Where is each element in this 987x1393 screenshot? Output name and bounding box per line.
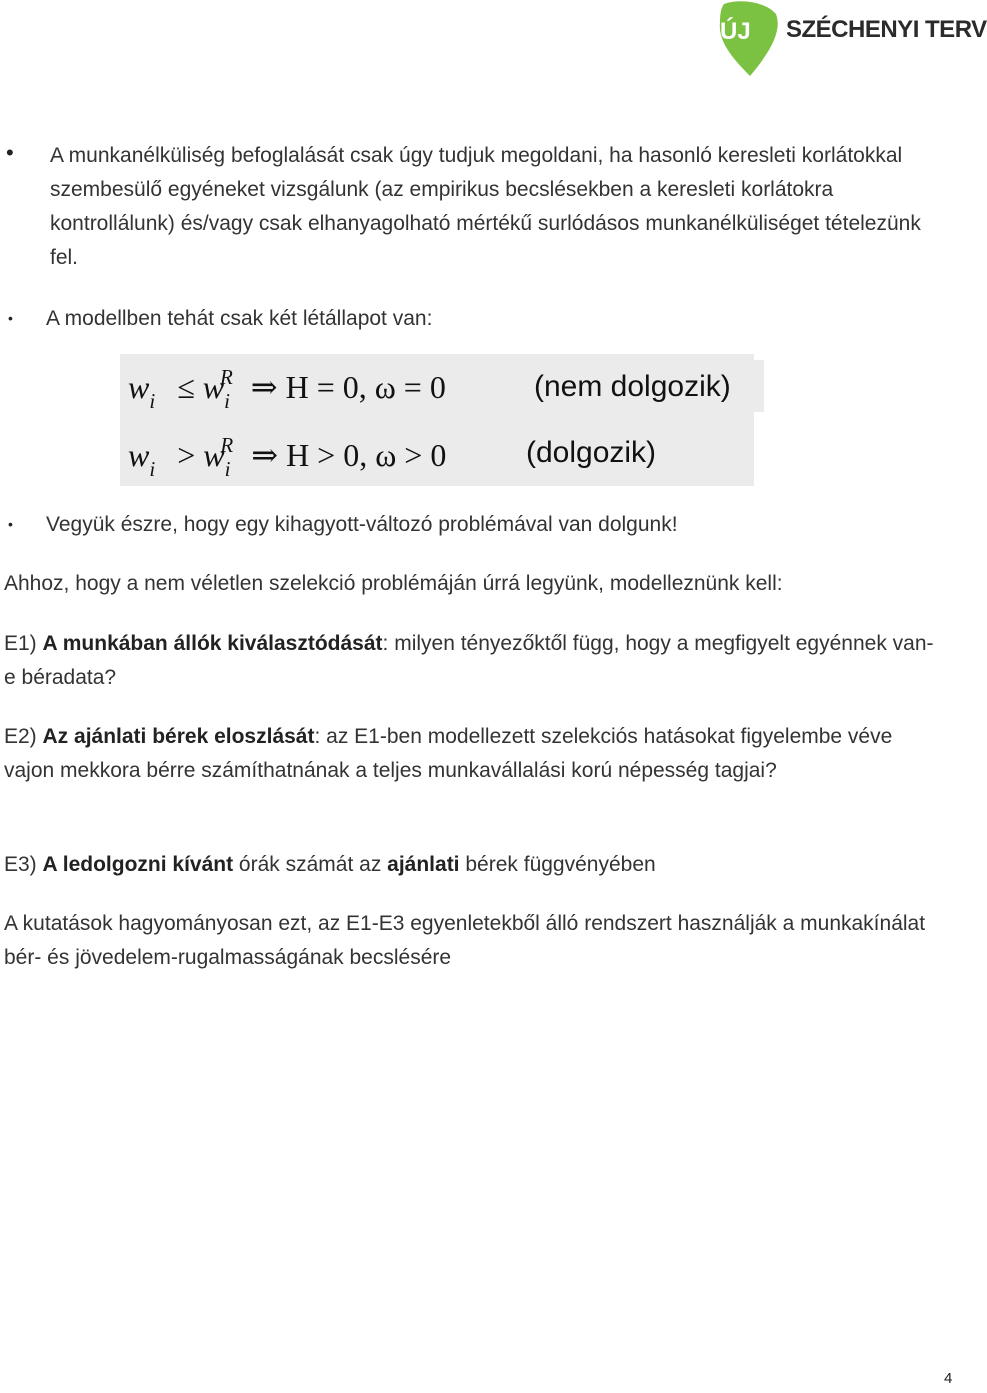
bullet-text-3: Vegyük észre, hogy egy kihagyott-változó problémával van dolgunk! [46, 513, 678, 536]
formula-row-1: $w_i \le w_i^R$ ⇒ H = 0, ω = 0 [128, 365, 446, 413]
formula-label-2: (dolgozik) [526, 436, 657, 469]
bullet-marker: • [8, 310, 13, 326]
page-number: 4 [944, 1370, 953, 1387]
bullet-marker: • [6, 140, 14, 165]
formula-label-1: (nem dolgozik) [534, 370, 731, 403]
equation-e2: E2) Az ajánlati bérek eloszlását: az E1-ben modellezett szelekciós hatásokat figyelembe véve vajon mekkora bérre számíthatnának a teljes munkavállalási korú népesség tagjai? [4, 725, 893, 782]
formula-box [120, 354, 754, 486]
logo-name-text: SZÉCHENYI TERV [786, 16, 987, 43]
szechenyi-terv-logo [712, 0, 987, 80]
equation-e3: E3) A ledolgozni kívánt órák számát az ajánlati bérek függvényében [4, 853, 656, 876]
closing-paragraph: A kutatások hagyományosan ezt, az E1-E3 egyenletekből álló rendszert használják a munkakínálat bér- és jövedelem-rugalmasságának becslésére [4, 912, 926, 969]
bullet-marker: • [8, 516, 13, 532]
intro-paragraph: Ahhoz, hogy a nem véletlen szelekció problémáján úrrá legyünk, modelleznünk kell: [4, 572, 783, 595]
bullet-text-2: A modellben tehát csak két létállapot van: [46, 307, 433, 330]
formula-row-2: $w_i > w_i^R$ ⇒ H > 0, ω > 0 [128, 433, 447, 481]
logo-uj-text: ÚJ [720, 18, 751, 45]
equation-e1: E1) A munkában állók kiválasztódását: milyen tényezőktől függ, hogy a megfigyelt egyénnek van-e béradata? [4, 632, 934, 689]
bullet-text-1: A munkanélküliség befoglalását csak úgy tudjuk megoldani, ha hasonló keresleti korlátokkal szembesülő egyéneket vizsgálunk (az empirikus becslésekben a keresleti korlátokra kontrollálunk) és/vagy csak elhanyagolható mértékű surlódásos munkanélküliséget tételezünk fel. [50, 144, 921, 269]
